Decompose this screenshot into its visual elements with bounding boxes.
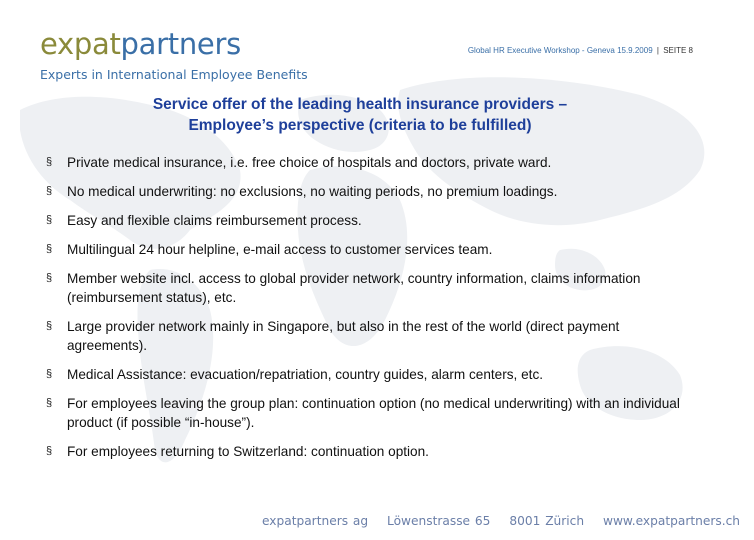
bullet-icon: §	[46, 445, 53, 457]
logo-tagline: Experts in International Employee Benefits	[40, 67, 308, 82]
list-item	[46, 365, 696, 384]
bullet-icon: §	[46, 368, 53, 380]
list-item-text: Multilingual 24 hour helpline, e-mail access to customer services team.	[67, 242, 493, 257]
list-item	[46, 182, 696, 201]
list-item-text: No medical underwriting: no exclusions, no waiting periods, no premium loadings.	[67, 184, 558, 199]
list-item	[46, 269, 696, 307]
bullet-icon: §	[46, 185, 53, 197]
bullet-icon: §	[46, 272, 53, 284]
list-item	[46, 442, 696, 461]
footer-city: 8001 Zürich	[509, 514, 585, 528]
slide-title	[0, 94, 720, 136]
bullet-icon: §	[46, 243, 53, 255]
expatpartners-logo	[40, 27, 241, 61]
page-number: SEITE 8	[663, 46, 693, 55]
list-item	[46, 211, 696, 230]
footer-company: expatpartners ag	[262, 514, 369, 528]
list-item-text: Large provider network mainly in Singapore, but also in the rest of the world (direct payment agreements).	[67, 319, 620, 353]
list-item-text: Private medical insurance, i.e. free choice of hospitals and doctors, private ward.	[67, 155, 552, 170]
footer-street: Löwenstrasse 65	[387, 514, 491, 528]
list-item-text: Easy and flexible claims reimbursement process.	[67, 213, 362, 228]
event-label: Global HR Executive Workshop - Geneva 15.9.2009	[467, 46, 653, 55]
header-info	[468, 46, 693, 55]
footer	[262, 514, 754, 528]
bullet-icon: §	[46, 320, 53, 332]
header-separator: |	[656, 46, 659, 55]
bullet-icon: §	[46, 156, 53, 168]
criteria-list	[46, 153, 696, 471]
slide-title-line-1: Service offer of the leading health insurance providers –	[152, 96, 568, 113]
list-item-text: Medical Assistance: evacuation/repatriation, country guides, alarm centers, etc.	[67, 367, 544, 382]
list-item-text: For employees returning to Switzerland: continuation option.	[67, 444, 429, 459]
logo-text-partners: partners	[120, 27, 241, 61]
list-item	[46, 240, 696, 259]
list-item	[46, 153, 696, 172]
list-item	[46, 394, 696, 432]
logo-text-expat: expat	[40, 27, 121, 61]
bullet-icon: §	[46, 397, 53, 409]
slide-title-line-2: Employee’s perspective (criteria to be fulfilled)	[188, 117, 532, 134]
list-item	[46, 317, 696, 355]
list-item-text: For employees leaving the group plan: continuation option (no medical underwriting) with an individual product (if possible “in-house”).	[67, 396, 680, 430]
footer-website-link[interactable]: www.expatpartners.ch	[602, 514, 740, 528]
bullet-icon: §	[46, 214, 53, 226]
list-item-text: Member website incl. access to global provider network, country information, claims information (reimbursement status), etc.	[67, 271, 641, 305]
